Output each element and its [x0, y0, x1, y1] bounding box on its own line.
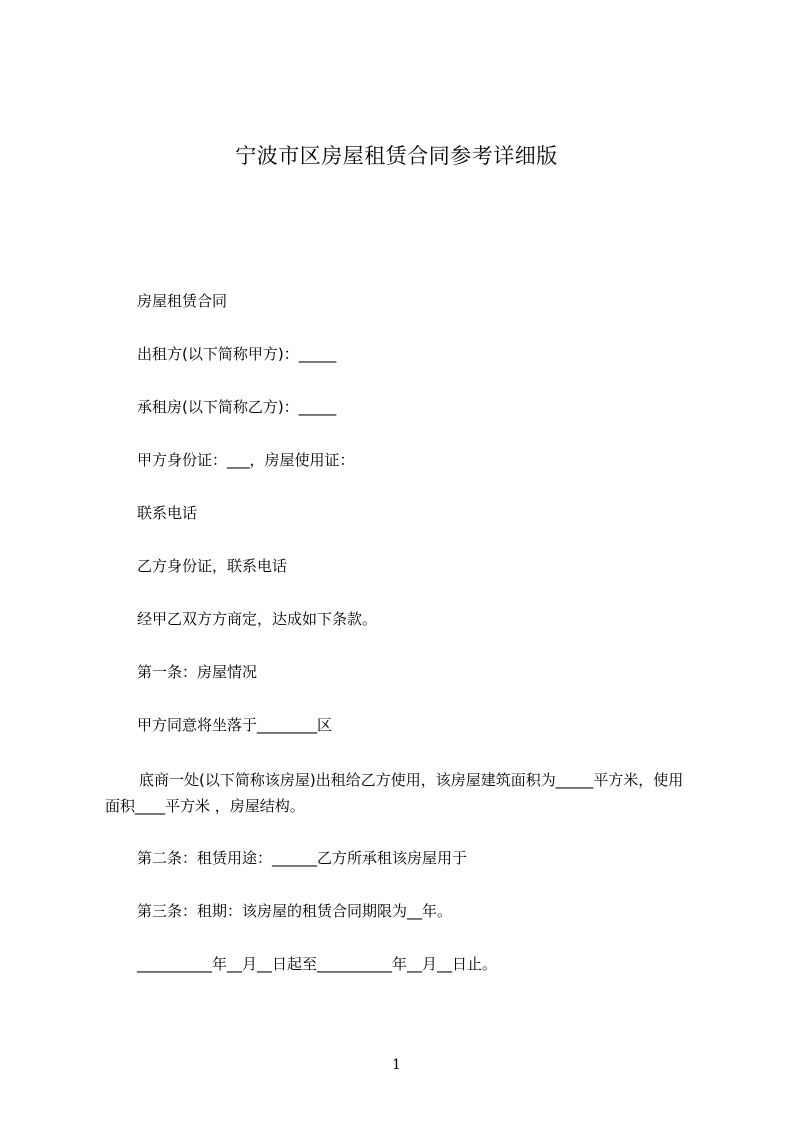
paragraph-lease-dates: __________年__月__日起至__________年__月__日止。	[137, 955, 498, 973]
document-title: 宁波市区房屋租赁合同参考详细版	[235, 144, 558, 168]
paragraph-article-3: 第三条：租期：该房屋的租赁合同期限为__年。	[137, 902, 453, 920]
paragraph-lessor: 出租方(以下简称甲方)：_____	[137, 345, 337, 363]
paragraph-lessor-phone: 联系电话	[137, 504, 198, 522]
page-number: 1	[392, 1057, 401, 1073]
paragraph-contract-heading: 房屋租赁合同	[137, 292, 228, 310]
paragraph-location: 甲方同意将坐落于________区	[137, 716, 333, 734]
paragraph-article-2: 第二条：租赁用途：______乙方所承租该房屋用于	[137, 849, 468, 867]
paragraph-property-area: 底商一处(以下简称该房屋)出租给乙方使用，该房屋建筑面积为_____平方米，使用面积____平方米 ，房屋结构。	[105, 771, 684, 815]
paragraph-lessee-id-phone: 乙方身份证，联系电话	[137, 557, 288, 575]
paragraph-lessor-id: 甲方身份证：___，房屋使用证：	[137, 451, 355, 469]
paragraph-agreement: 经甲乙双方方商定，达成如下条款。	[137, 610, 378, 628]
paragraph-lessee: 承租房(以下简称乙方)：_____	[137, 398, 337, 416]
paragraph-article-1: 第一条：房屋情况	[137, 663, 258, 681]
